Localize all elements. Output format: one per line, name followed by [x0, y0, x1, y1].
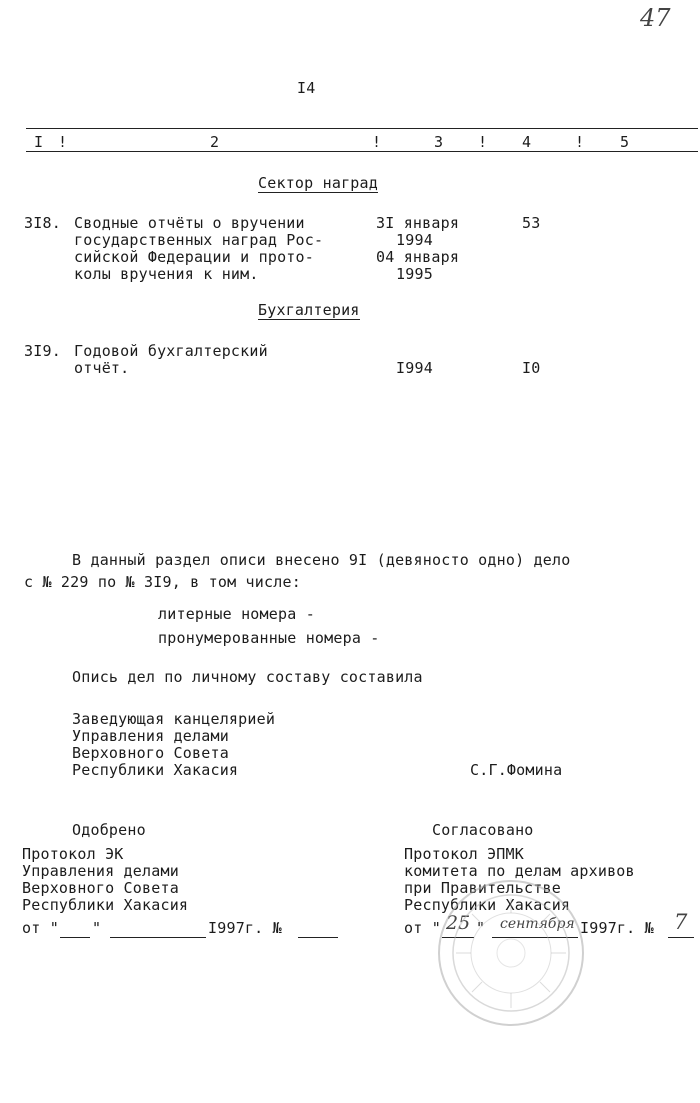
approval-heading: Согласовано: [432, 821, 534, 839]
day-blank: [60, 937, 90, 938]
day-handwritten: 25: [446, 912, 471, 934]
number-blank: [668, 937, 694, 938]
month-handwritten: сентября: [500, 916, 575, 932]
col-2-label: 2: [210, 133, 220, 151]
signatory-name: С.Г.Фомина: [470, 761, 563, 779]
month-blank: [110, 937, 206, 938]
col-separator: !: [372, 133, 382, 151]
col-1-label: I: [34, 133, 44, 151]
entry-title-line: колы вручения к ним.: [74, 265, 259, 283]
year-text: I997г. №: [208, 919, 282, 937]
summary-line-2: с № 229 по № 3I9, в том числе:: [24, 573, 301, 591]
approval-line: Протокол ЭПМК: [404, 845, 524, 863]
col-3-label: 3: [434, 133, 444, 151]
entry-title-line: Годовой бухгалтерский: [74, 342, 268, 360]
date-prefix: от ": [22, 919, 59, 937]
section-title-awards: Сектор наград: [258, 174, 378, 192]
letter-numbers: литерные номера -: [158, 605, 315, 623]
col-4-label: 4: [522, 133, 532, 151]
year-text: I997г. №: [580, 919, 654, 937]
approval-line: Управления делами: [22, 862, 179, 880]
entry-number: 3I8.: [24, 214, 61, 232]
compiled-by: Опись дел по личному составу составила: [72, 668, 423, 686]
approval-line: Протокол ЭК: [22, 845, 124, 863]
signatory-position-line: Управления делами: [72, 727, 229, 745]
summary-line-1: В данный раздел описи внесено 9I (девяносто одно) дело: [72, 551, 571, 569]
number-blank: [298, 937, 338, 938]
col-separator: !: [478, 133, 488, 151]
entry-title-line: Сводные отчёты о вручении: [74, 214, 305, 232]
date-quote: ": [92, 919, 102, 937]
entry-sheet-count: I0: [522, 359, 541, 377]
entry-title-line: государственных наград Рос-: [74, 231, 324, 249]
signatory-position-line: Верховного Совета: [72, 744, 229, 762]
entry-date: 1995: [396, 265, 433, 283]
signatory-position-line: Республики Хакасия: [72, 761, 239, 779]
approval-line: Республики Хакасия: [22, 896, 189, 914]
approval-line: Республики Хакасия: [404, 896, 571, 914]
signatory-position-line: Заведующая канцелярией: [72, 710, 276, 728]
date-prefix: от ": [404, 919, 441, 937]
entry-date: 1994: [396, 231, 433, 249]
col-5-label: 5: [620, 133, 630, 151]
entry-number: 3I9.: [24, 342, 61, 360]
approval-line: комитета по делам архивов: [404, 862, 635, 880]
entry-title-line: сийской Федерации и прото-: [74, 248, 314, 266]
entry-date: I994: [396, 359, 433, 377]
round-seal-stamp: [436, 878, 586, 1028]
col-separator: !: [575, 133, 585, 151]
page-number: I4: [297, 79, 316, 97]
date-quote: ": [476, 919, 486, 937]
entry-sheet-count: 53: [522, 214, 541, 232]
entry-date: 3I января: [376, 214, 460, 232]
entry-title-line: отчёт.: [74, 359, 130, 377]
skipped-numbers: пронумерованные номера -: [158, 629, 380, 647]
approval-heading: Одобрено: [72, 821, 146, 839]
section-title-accounting: Бухгалтерия: [258, 301, 360, 319]
approval-line: Верховного Совета: [22, 879, 179, 897]
approval-line: при Правительстве: [404, 879, 561, 897]
col-separator: !: [58, 133, 68, 151]
entry-date: 04 января: [376, 248, 460, 266]
archive-page-number: 47: [640, 4, 671, 32]
table-header-bottom-rule: [26, 151, 698, 152]
number-handwritten: 7: [674, 910, 688, 934]
table-header-top-rule: [26, 128, 698, 129]
